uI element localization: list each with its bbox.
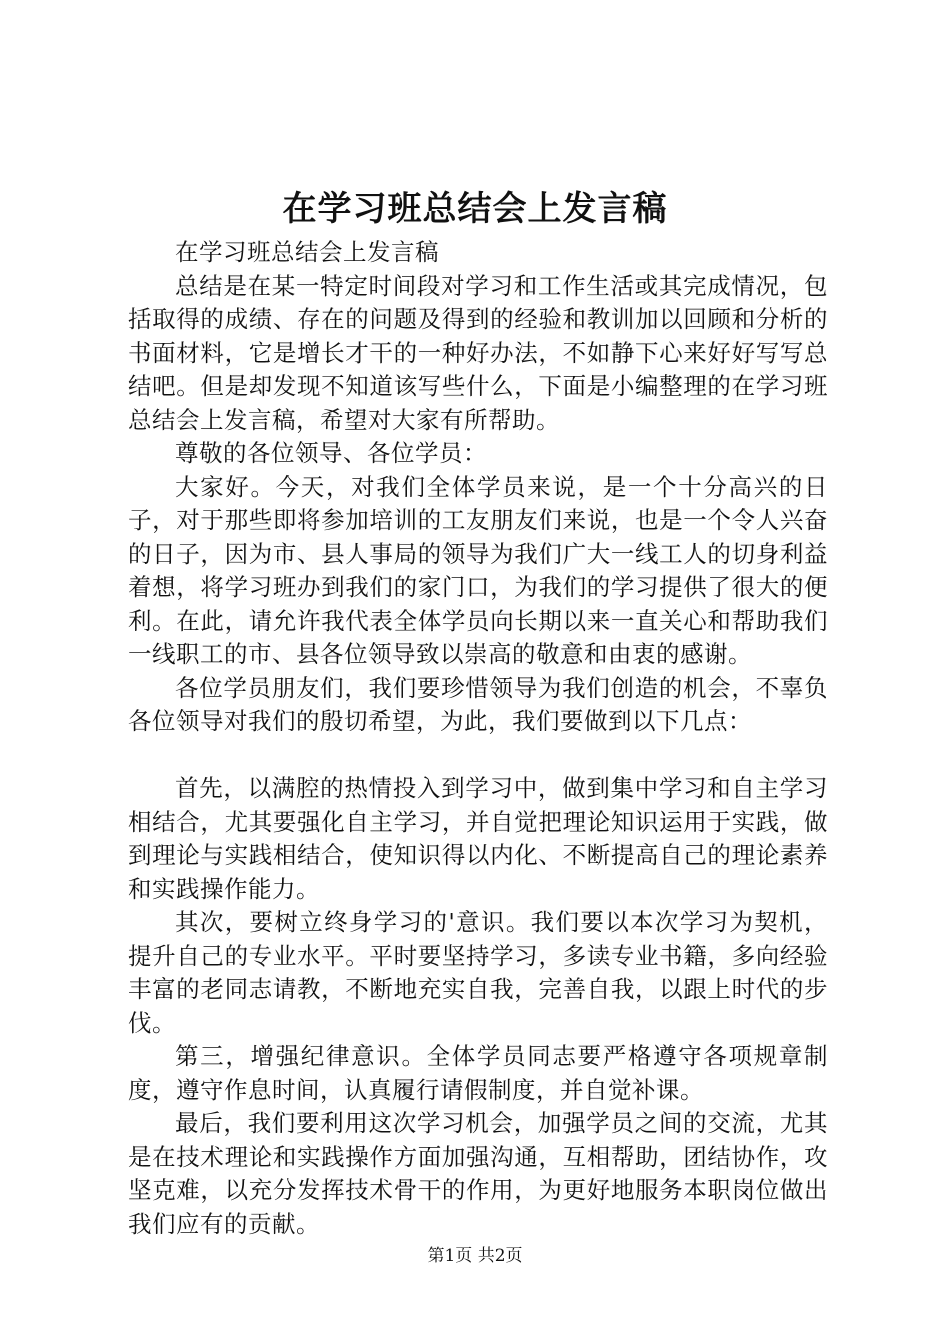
paragraph-intro: 总结是在某一特定时间段对学习和工作生活或其完成情况，包括取得的成绩、存在的问题及得到的经验和教训加以回顾和分析的书面材料，它是增长才干的一种好办法，不如静下心来好好写写总结吧。但是却发现不知道该写些什么，下面是小编整理的在学习班总结会上发言稿，希望对大家有所帮助。	[128, 271, 828, 434]
paragraph-points-intro: 各位学员朋友们，我们要珍惜领导为我们创造的机会，不辜负各位领导对我们的殷切希望，为此，我们要做到以下几点：	[128, 673, 828, 735]
paragraph-subtitle: 在学习班总结会上发言稿	[175, 238, 439, 266]
paragraph-greeting: 大家好。今天，对我们全体学员来说，是一个十分高兴的日子，对于那些即将参加培训的工友朋友们来说，也是一个令人兴奋的日子，因为市、县人事局的领导为我们广大一线工人的切身利益着想，将学习班办到我们的家门口，为我们的学习提供了很大的便利。在此，请允许我代表全体学员向长期以来一直关心和帮助我们一线职工的市、县各位领导致以崇高的敬意和由衷的感谢。	[128, 472, 828, 668]
paragraph-first-point: 首先，以满腔的热情投入到学习中，做到集中学习和自主学习相结合，尤其要强化自主学习，并自觉把理论知识运用于实践，做到理论与实践相结合，使知识得以内化、不断提高自己的理论素养和实践操作能力。	[128, 774, 828, 903]
paragraph-third-point: 第三，增强纪律意识。全体学员同志要严格遵守各项规章制度，遵守作息时间，认真履行请假制度，并自觉补课。	[128, 1042, 828, 1104]
paragraph-salutation: 尊敬的各位领导、各位学员：	[175, 439, 487, 467]
document-title: 在学习班总结会上发言稿	[282, 189, 668, 229]
document-body	[128, 236, 828, 1241]
page-footer: 第1页 共2页	[427, 1246, 523, 1266]
paragraph-final-point: 最后，我们要利用这次学习机会，加强学员之间的交流，尤其是在技术理论和实践操作方面加强沟通，互相帮助，团结协作，攻坚克难，以充分发挥技术骨干的作用，为更好地服务本职岗位做出我们应有的贡献。	[128, 1109, 828, 1238]
paragraph-spacer	[128, 739, 828, 773]
paragraph-second-point: 其次，要树立终身学习的'意识。我们要以本次学习为契机，提升自己的专业水平。平时要坚持学习，多读专业书籍，多向经验丰富的老同志请教，不断地充实自我，完善自我，以跟上时代的步伐。	[128, 908, 828, 1037]
